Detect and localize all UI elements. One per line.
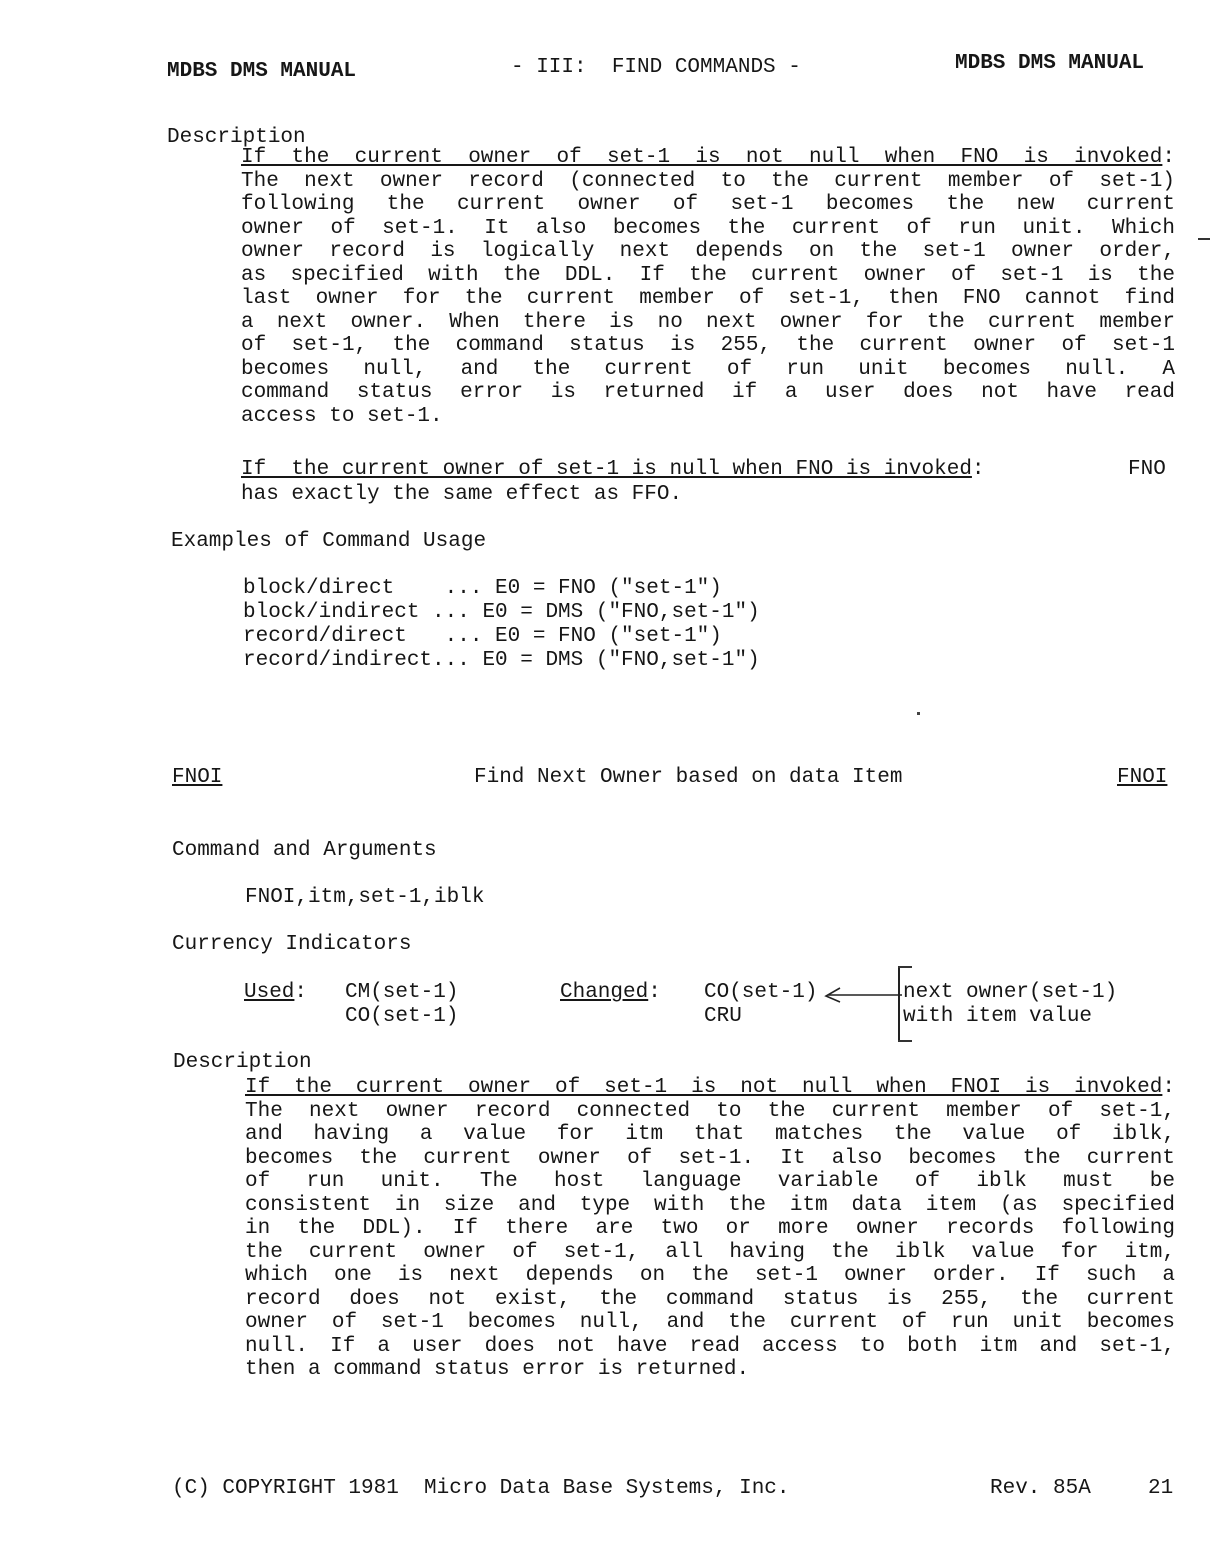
page-number: 21 [1148, 1477, 1174, 1500]
fnoi-para-line: consistent in size and type with the itm data item (as specified [245, 1193, 1175, 1217]
example-line: record/direct ... E0 = FNO ("set-1") [243, 625, 722, 648]
fnoi-para-lead-line: If the current owner of set-1 is not null when FNOI is invoked: [245, 1076, 1175, 1099]
cmd-syntax: FNOI,itm,set-1,iblk [245, 886, 485, 909]
fnoi-para-line: becomes the current owner of set-1. It also becomes the current [245, 1146, 1175, 1170]
note-line: with item value [903, 1005, 1093, 1028]
fno-para1-line: as specified with the DDL. If the current owner of set-1 is the [241, 263, 1175, 287]
fnoi-para-line: the current owner of set-1, all having the iblk value for itm, [245, 1240, 1175, 1264]
fnoi-para-line: which one is next depends on the set-1 owner order. If such a [245, 1264, 1175, 1287]
fnoi-para-line: of run unit. The host language variable of iblk must be [245, 1170, 1175, 1193]
fno-para2-lead: If the current owner of set-1 is null when FNO is invoked [241, 458, 972, 481]
fno-para1-line: owner of set-1. It also becomes the current of run unit. Which [241, 216, 1175, 240]
fnoi-description-para [245, 1076, 1175, 1382]
fnoi-para-line: and having a value for itm that matches the value of iblk, [245, 1123, 1175, 1146]
fno-para1-line: owner record is logically next depends on the set-1 owner order, [241, 240, 1175, 263]
note-bracket [898, 966, 900, 1042]
fno-para1-lead: If the current owner of set-1 is not null when FNO is invoked [241, 146, 1163, 169]
header-center: - III: FIND COMMANDS - [511, 56, 801, 79]
used-value: CM(set-1) [345, 981, 459, 1004]
arrow-left-icon [820, 985, 905, 1005]
fno-para1-line: becomes null, and the current of run unit becomes null. A [241, 357, 1175, 381]
used-label: Used [244, 981, 295, 1004]
margin-dash [1198, 238, 1210, 240]
changed-value: CO(set-1) [704, 981, 818, 1004]
currency-heading: Currency Indicators [172, 933, 412, 956]
fnoi-para-line: The next owner record connected to the current member of set-1, [245, 1099, 1175, 1123]
fnoi-para-line: record does not exist, the command status is 255, the current [245, 1287, 1175, 1311]
header-left: MDBS DMS MANUAL [167, 60, 357, 83]
note-bracket-top [898, 966, 912, 968]
fnoi-name-right: FNOI [1117, 766, 1168, 789]
fnoi-para-line: owner of set-1 becomes null, and the current of run unit becomes [245, 1311, 1175, 1334]
used-value: CO(set-1) [345, 1005, 459, 1028]
fnoi-para-lead: If the current owner of set-1 is not null when FNOI is invoked [245, 1076, 1163, 1099]
example-line: record/indirect... E0 = DMS ("FNO,set-1") [243, 649, 760, 672]
examples-heading: Examples of Command Usage [171, 530, 487, 553]
fno-description-heading: Description [167, 126, 306, 149]
fno-para2-line2: has exactly the same effect as FFO. [241, 483, 683, 506]
fno-para1-line: The next owner record (connected to the current member of set-1) [241, 169, 1175, 193]
fno-para1-line: access to set-1. [241, 404, 443, 428]
fnoi-title: Find Next Owner based on data Item [474, 766, 903, 789]
stray-dot [917, 712, 920, 715]
example-line: block/indirect ... E0 = DMS ("FNO,set-1") [243, 601, 760, 624]
fnoi-name-left: FNOI [172, 766, 223, 789]
fnoi-para-line: then a command status error is returned. [245, 1358, 750, 1381]
fno-para1-lead-line: If the current owner of set-1 is not null when FNO is invoked: [241, 146, 1175, 169]
fnoi-description-heading: Description [173, 1051, 312, 1074]
example-line: block/direct ... E0 = FNO ("set-1") [243, 577, 722, 600]
fnoi-para-line: in the DDL). If there are two or more owner records following [245, 1217, 1175, 1240]
fno-para1-line: of set-1, the command status is 255, the current owner of set-1 [241, 334, 1175, 357]
fnoi-para-line: null. If a user does not have read access to both itm and set-1, [245, 1334, 1175, 1358]
changed-value: CRU [704, 1005, 742, 1028]
fno-description-para1 [241, 146, 1175, 428]
note-bracket-bottom [898, 1040, 912, 1042]
changed-label: Changed [560, 981, 649, 1004]
fno-para1-line: following the current owner of set-1 becomes the new current [241, 193, 1175, 216]
cmd-heading: Command and Arguments [172, 839, 437, 862]
changed-label-wrap: Changed: [560, 981, 661, 1004]
fno-para2-tail: FNO [1128, 458, 1166, 481]
fno-para2-line1: If the current owner of set-1 is null when FNO is invoked: [241, 458, 985, 481]
fno-para1-line: command status error is returned if a user does not have read [241, 381, 1175, 404]
footer-copyright: (C) COPYRIGHT 1981 Micro Data Base Systems, Inc. [172, 1477, 790, 1500]
header-right: MDBS DMS MANUAL [955, 52, 1145, 75]
footer-rev: Rev. 85A [990, 1477, 1091, 1500]
note-line: next owner(set-1) [903, 981, 1118, 1004]
fno-para1-line: last owner for the current member of set-1, then FNO cannot find [241, 287, 1175, 310]
fno-para1-line: a next owner. When there is no next owner for the current member [241, 310, 1175, 334]
used-label-wrap: Used: [244, 981, 308, 1004]
